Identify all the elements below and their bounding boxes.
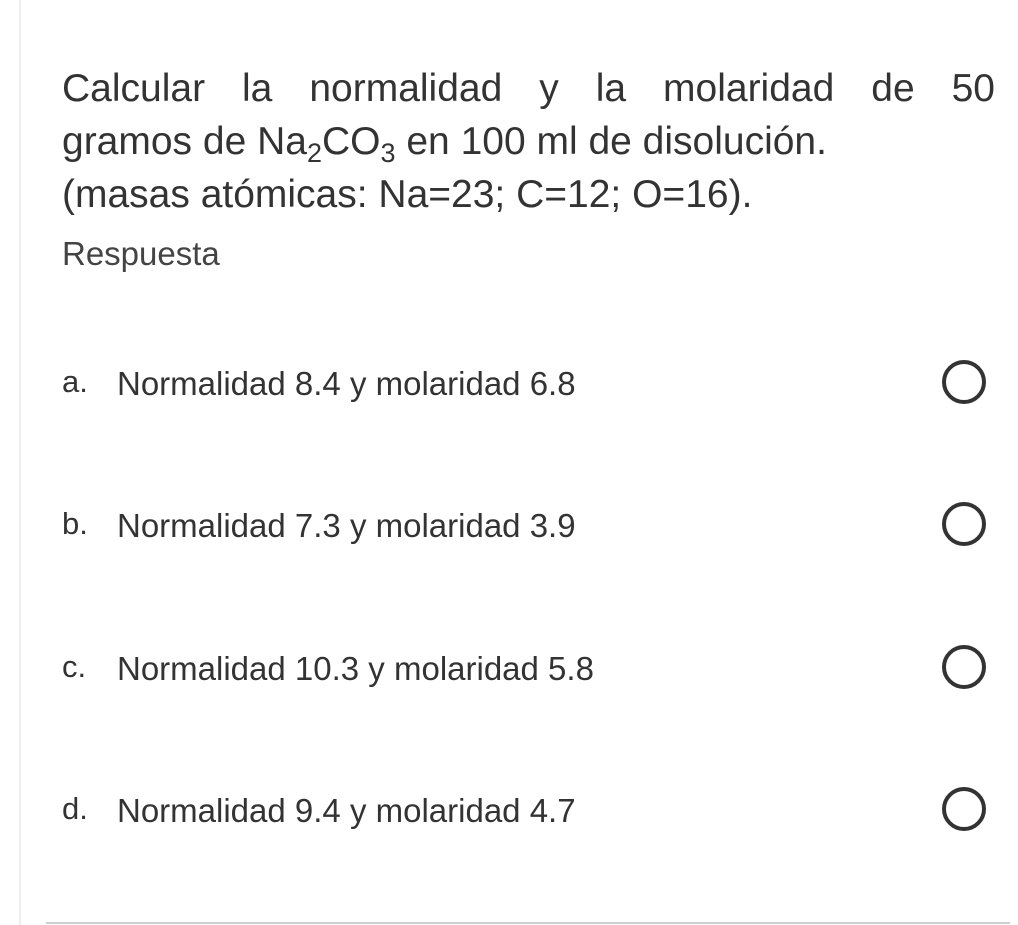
question-line-2 bbox=[62, 115, 995, 168]
radio-button-b[interactable] bbox=[942, 502, 986, 546]
option-letter: a. bbox=[62, 364, 88, 399]
subscript-2: 2 bbox=[306, 138, 322, 168]
option-d[interactable] bbox=[62, 785, 996, 845]
option-text: Normalidad 8.4 y molaridad 6.8 bbox=[117, 365, 576, 402]
option-b[interactable] bbox=[62, 500, 996, 560]
subscript-3: 3 bbox=[380, 138, 396, 168]
option-letter: c. bbox=[62, 649, 87, 684]
question-text bbox=[62, 62, 995, 221]
option-text: Normalidad 7.3 y molaridad 3.9 bbox=[117, 507, 576, 544]
question-line-2-start: gramos de Na bbox=[62, 120, 307, 163]
option-c[interactable] bbox=[62, 643, 996, 703]
left-divider bbox=[19, 0, 21, 925]
radio-button-d[interactable] bbox=[942, 787, 986, 831]
radio-button-c[interactable] bbox=[942, 645, 986, 689]
bottom-divider bbox=[46, 922, 1010, 924]
radio-button-a[interactable] bbox=[942, 360, 986, 404]
question-line-3: (masas atómicas: Na=23; C=12; O=16). bbox=[62, 173, 753, 216]
option-letter: b. bbox=[62, 506, 88, 541]
option-letter: d. bbox=[62, 791, 88, 826]
option-a[interactable] bbox=[62, 358, 996, 418]
question-line-2-end: en 100 ml de disolución. bbox=[395, 120, 827, 163]
question-line-1: Calcular la normalidad y la molaridad de 50 bbox=[62, 67, 995, 110]
question-line-2-formula: CO bbox=[321, 120, 381, 163]
option-text: Normalidad 9.4 y molaridad 4.7 bbox=[117, 792, 576, 829]
option-text: Normalidad 10.3 y molaridad 5.8 bbox=[117, 650, 594, 687]
answer-label: Respuesta bbox=[62, 235, 220, 272]
